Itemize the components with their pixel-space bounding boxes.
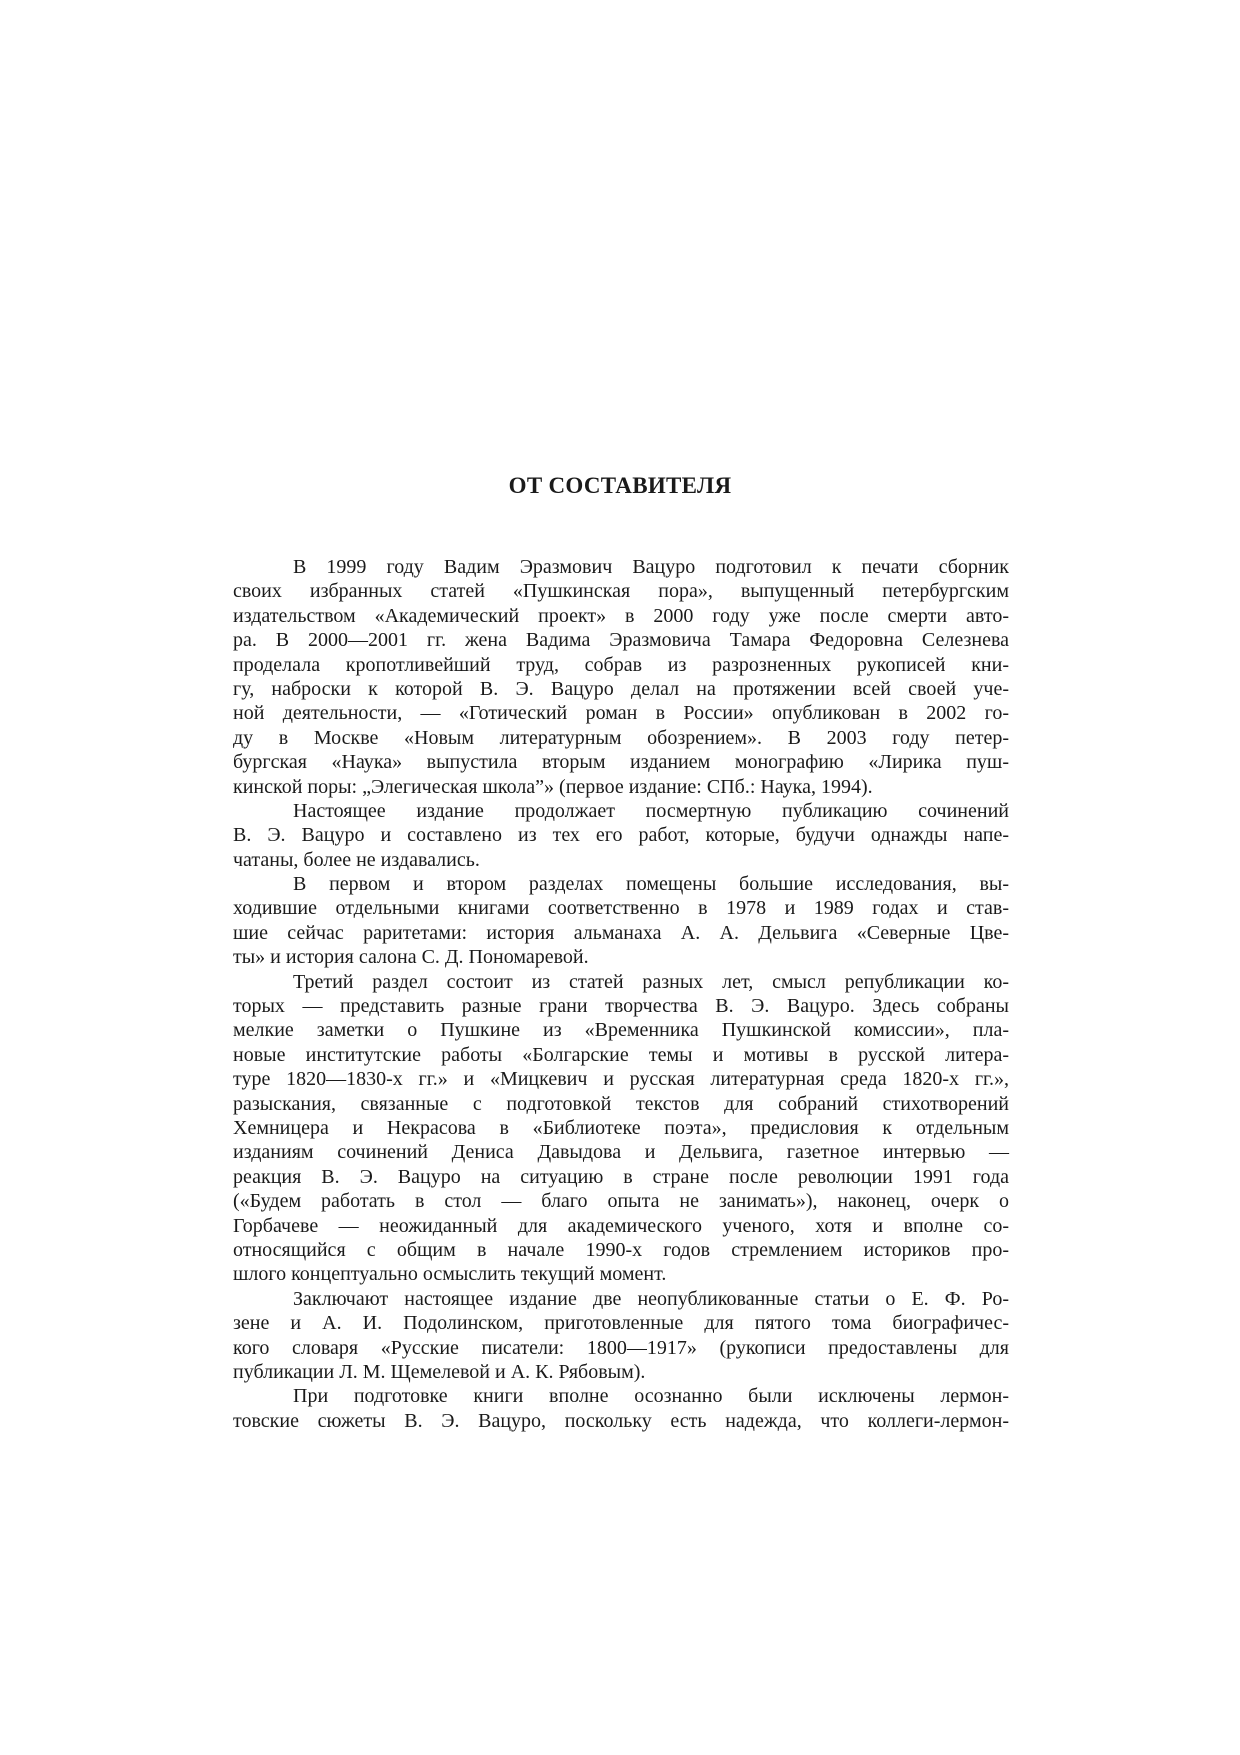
text-line: ду в Москве «Новым литературным обозрением». В 2003 году петер-: [233, 726, 1009, 749]
page-title: ОТ СОСТАВИТЕЛЯ: [508, 473, 732, 498]
paragraph: [233, 1384, 1009, 1433]
text-line: изданиям сочинений Дениса Давыдова и Дельвига, газетное интервью —: [233, 1141, 1009, 1164]
text-line: В 1999 году Вадим Эразмович Вацуро подготовил к печати сборник: [293, 556, 1009, 578]
text-line: ты» и история салона С. Д. Пономаревой.: [233, 946, 589, 969]
text-line: кинской поры: „Элегическая школа”» (первое издание: СПб.: Наука, 1994).: [233, 775, 873, 798]
body-text: [233, 555, 1009, 1433]
text-line: ной деятельности, — «Готический роман в России» опубликован в 2002 го-: [233, 702, 1009, 725]
text-line: бургская «Наука» выпустила вторым изданием монографию «Лирика пуш-: [233, 751, 1009, 774]
text-line: новые институтские работы «Болгарские темы и мотивы в русской литера-: [233, 1043, 1009, 1066]
text-line: издательством «Академический проект» в 2000 году уже после смерти авто-: [233, 604, 1009, 627]
text-line: торых — представить разные грани творчества В. Э. Вацуро. Здесь собраны: [233, 995, 1009, 1018]
text-line: мелкие заметки о Пушкине из «Временника Пушкинской комиссии», пла-: [233, 1019, 1009, 1042]
text-line: («Будем работать в стол — благо опыта не занимать»), наконец, очерк о: [233, 1190, 1009, 1213]
text-line: В. Э. Вацуро и составлено из тех его работ, которые, будучи однажды напе-: [233, 824, 1009, 847]
paragraph: [233, 799, 1009, 872]
text-line: шлого концептуально осмыслить текущий момент.: [233, 1263, 667, 1286]
text-line: реакция В. Э. Вацуро на ситуацию в стране после революции 1991 года: [233, 1165, 1009, 1188]
text-line: относящийся с общим в начале 1990-х годов стремлением историков про-: [233, 1238, 1009, 1261]
text-line: шие сейчас раритетами: история альманаха А. А. Дельвига «Северные Цве-: [233, 921, 1009, 944]
text-line: Третий раздел состоит из статей разных лет, смысл републикации ко-: [293, 970, 1009, 993]
paragraph: [233, 1287, 1009, 1385]
text-line: Горбачеве — неожиданный для академического ученого, хотя и вполне со-: [233, 1214, 1009, 1237]
text-line: зене и А. И. Подолинском, приготовленные для пятого тома биографичес-: [233, 1312, 1009, 1335]
text-line: своих избранных статей «Пушкинская пора», выпущенный петербургским: [233, 580, 1009, 603]
text-line: Заключают настоящее издание две неопубликованные статьи о Е. Ф. Ро-: [293, 1287, 1009, 1310]
text-line: Хемницера и Некрасова в «Библиотеке поэта», предисловия к отдельным: [233, 1116, 1009, 1139]
text-line: туре 1820—1830-х гг.» и «Мицкевич и русская литературная среда 1820-х гг.»,: [233, 1068, 1009, 1091]
text-line: Настоящее издание продолжает посмертную публикацию сочинений: [293, 799, 1009, 822]
text-line: гу, наброски к которой В. Э. Вацуро делал на протяжении всей своей уче-: [233, 677, 1009, 700]
text-line: ра. В 2000—2001 гг. жена Вадима Эразмовича Тамара Федоровна Селезнева: [233, 629, 1009, 652]
text-line: проделала кропотливейший труд, собрав из разрозненных рукописей кни-: [233, 653, 1009, 676]
text-line: публикации Л. М. Щемелевой и А. К. Рябовым).: [233, 1360, 646, 1383]
text-line: ходившие отдельными книгами соответственно в 1978 и 1989 годах и став-: [233, 897, 1009, 920]
text-line: товские сюжеты В. Э. Вацуро, поскольку есть надежда, что коллеги-лермон-: [233, 1409, 1009, 1432]
paragraph: [233, 872, 1009, 970]
text-line: разыскания, связанные с подготовкой текстов для собраний стихотворений: [233, 1092, 1009, 1115]
text-line: чатаны, более не издавались.: [233, 848, 480, 871]
paragraph: [233, 555, 1009, 799]
text-line: кого словаря «Русские писатели: 1800—1917» (рукописи предоставлены для: [233, 1336, 1009, 1359]
text-line: При подготовке книги вполне осознанно были исключены лермон-: [293, 1385, 1009, 1408]
text-line: В первом и втором разделах помещены большие исследования, вы-: [293, 873, 1009, 896]
paragraph: [233, 970, 1009, 1287]
